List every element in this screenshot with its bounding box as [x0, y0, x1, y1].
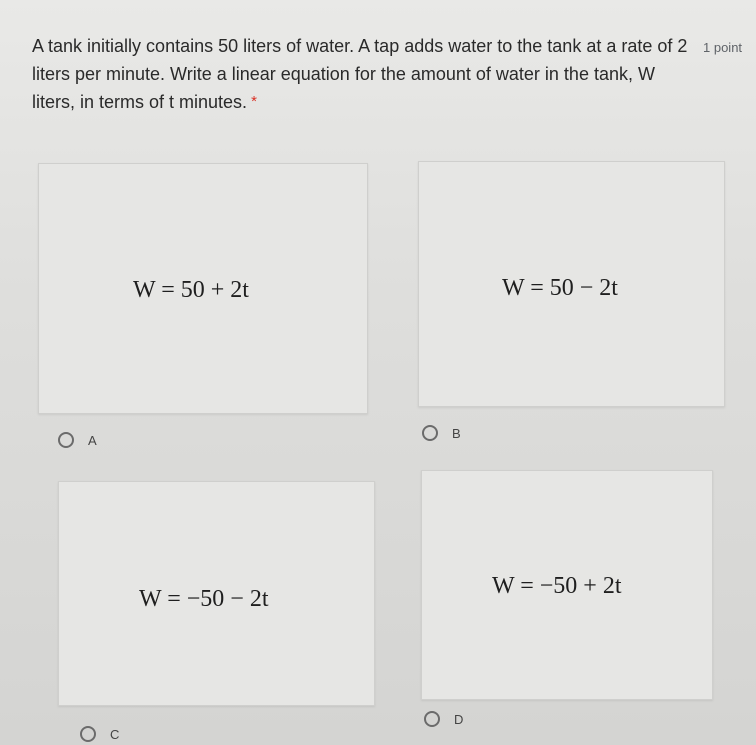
option-a[interactable]	[58, 432, 97, 448]
option-a-radio[interactable]	[58, 432, 74, 448]
points-label: 1 point	[703, 40, 743, 55]
option-b-image[interactable]	[418, 161, 725, 407]
option-a-label: A	[88, 432, 97, 448]
option-c[interactable]	[80, 726, 119, 742]
option-b-radio[interactable]	[422, 425, 438, 441]
required-asterisk: *	[251, 93, 257, 110]
question-title	[32, 32, 692, 116]
option-b-label: B	[452, 425, 461, 441]
option-d-label: D	[454, 711, 464, 727]
option-d-radio[interactable]	[424, 711, 440, 727]
option-a-image[interactable]	[38, 163, 368, 414]
option-c-equation: W = −50 − 2t	[139, 586, 269, 612]
option-a-equation: W = 50 + 2t	[133, 277, 249, 303]
option-d[interactable]	[424, 711, 463, 727]
option-b-equation: W = 50 − 2t	[502, 275, 618, 301]
option-c-radio[interactable]	[80, 726, 96, 742]
option-c-image[interactable]	[58, 481, 375, 706]
option-c-label: C	[110, 726, 120, 742]
option-b[interactable]	[422, 425, 461, 441]
option-d-image[interactable]	[421, 470, 713, 700]
question-text: A tank initially contains 50 liters of water. A tap adds water to the tank at a rate of 2 liters per minute. Write a linear equation for the amount of water in the tank, W liters, in terms of t minutes.	[32, 36, 688, 112]
option-d-equation: W = −50 + 2t	[492, 573, 622, 599]
